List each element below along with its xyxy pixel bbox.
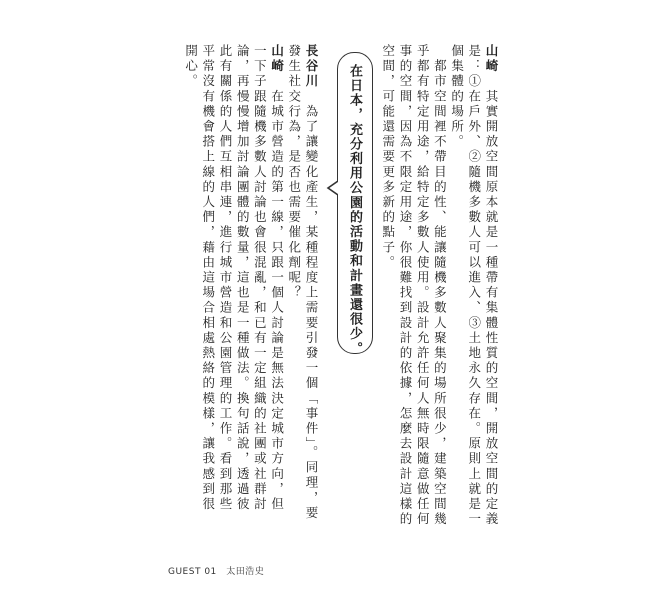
dialogue-column-right (380, 44, 500, 532)
dialogue-text: 都市空間裡不帶目的性、能讓隨機多數人聚集的場所很少，建築空間幾乎都有特定用途，給特定多數人使用。設計允許任何人無時限隨意做任何事的空間，因為不限定用途，你很難找到設計的依據，怎麼去設計這樣的空間，可能還需要更多新的點子。 (380, 44, 448, 528)
dialogue-column-left (180, 44, 320, 522)
dialogue-text: 為了讓變化產生，某種程度上需要引發一個「事件」。同理，要發生社交行為，是否也需要催化劑呢？ (286, 44, 319, 521)
page-footer: GUEST 01 太田浩史 (168, 567, 265, 577)
speaker-name: 長谷川 (304, 44, 319, 90)
dialogue-text: 在城市營造的第一線，只跟一個人討論是無法決定城市方向，但一下子跟隨機多數人討論也會很混亂，和已有一定組織的社團或社群討論，再慢慢增加討論團體的數量，這也是一種做法。換句話說，透過彼此有關係的人們互相串連，進行城市營造和公園管理的工作。看到那些平常沒有機會搭上線的人們，藉由這場合相處熱絡的模樣，讓我感到很開心。 (183, 44, 285, 513)
speaker-name: 山崎 (484, 44, 499, 75)
pull-quote-pointer (326, 180, 338, 196)
paragraph (182, 44, 285, 522)
paragraph (448, 44, 500, 532)
dialogue-text: 其實開放空間原本就是一種帶有集體性質的空間，開放空間的定義是：①在戶外、②隨機多數人可以進入、③土地永久存在。原則上就是一個集體的場所。 (449, 44, 499, 528)
pull-quote-text: 在日本，充分利用公園的活動和計畫還很少。 (347, 64, 362, 356)
speaker-name: 山崎 (269, 44, 285, 75)
paragraph (286, 44, 320, 522)
paragraph (380, 44, 449, 532)
